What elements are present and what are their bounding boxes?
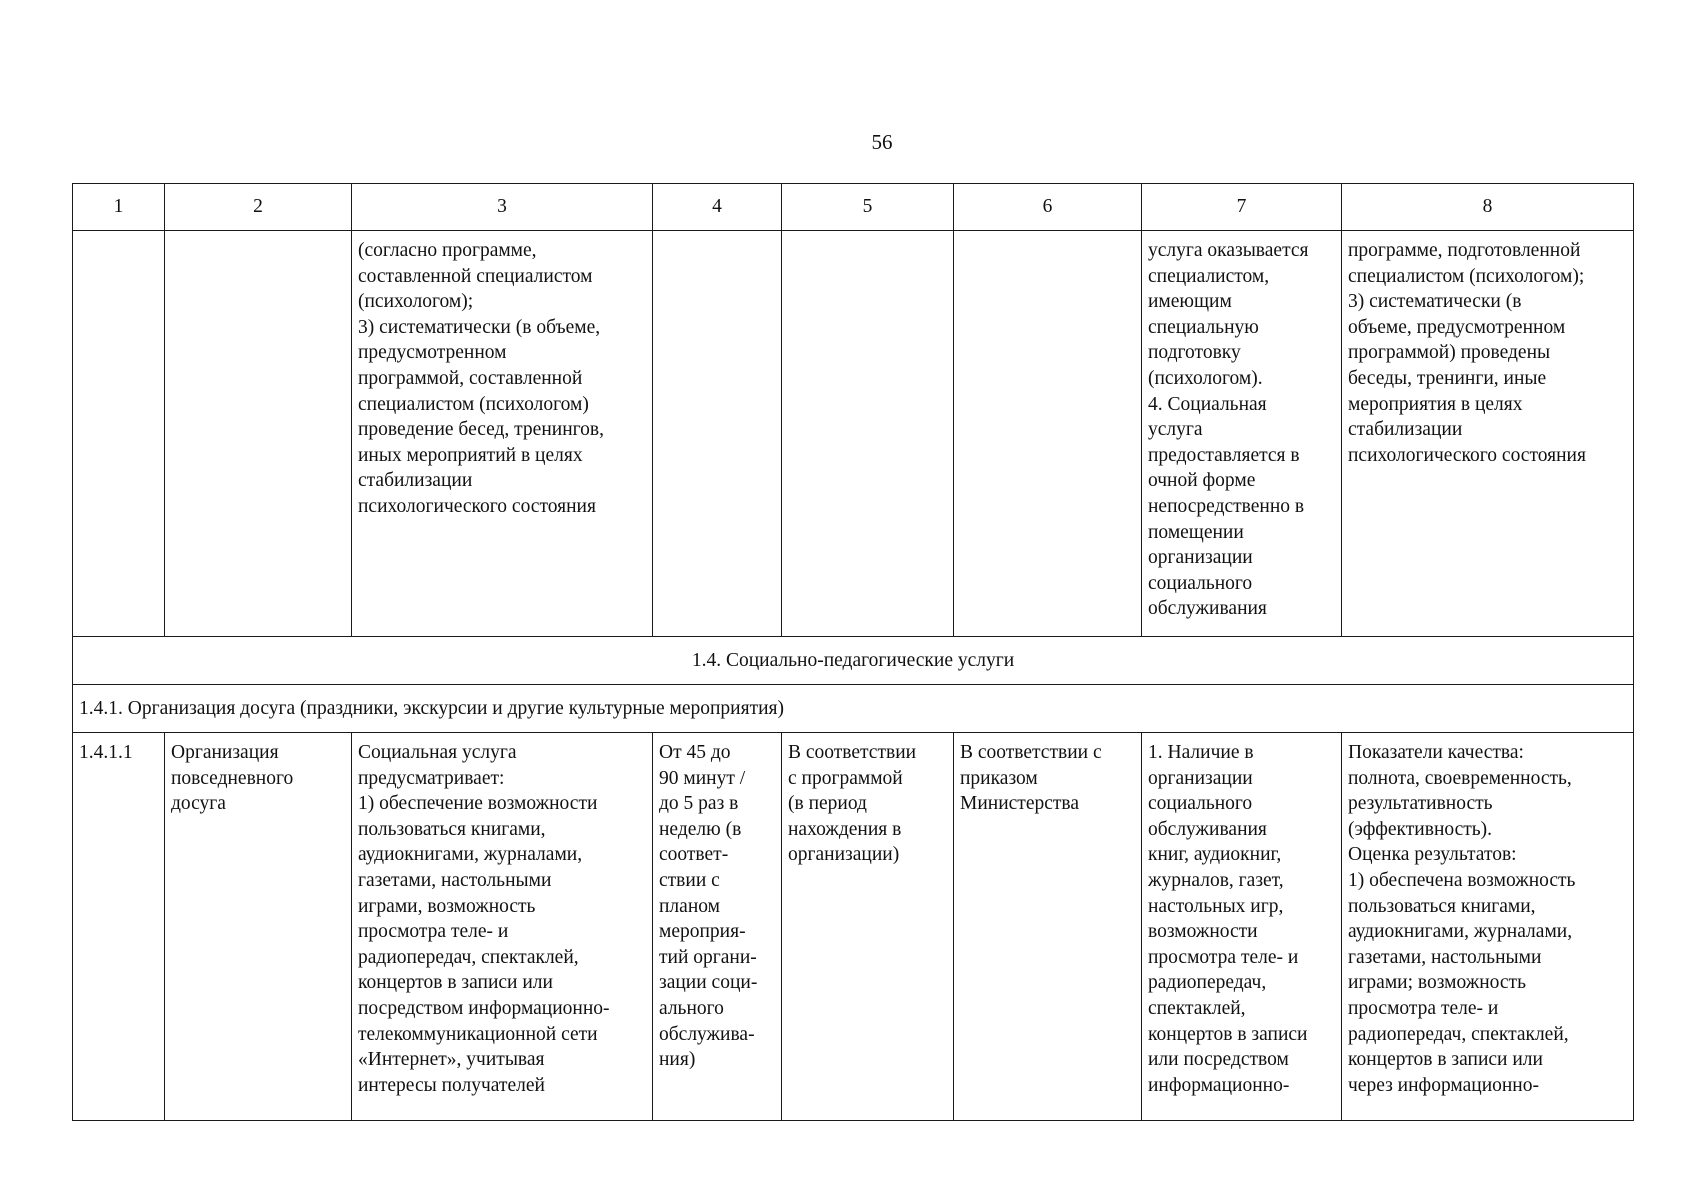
column-header-4: 4 [653, 184, 782, 231]
continuation-cell-tariff [954, 231, 1142, 637]
service-conditions: 1. Наличие в организации социального обслуживания книг, аудиокниг, журналов, газет, настольных игр, возможности просмотра теле- и радиопередач, спектаклей, концертов в записи или посредством информационно- [1142, 733, 1342, 1121]
column-header-3: 3 [352, 184, 653, 231]
column-header-8: 8 [1342, 184, 1634, 231]
column-header-1: 1 [73, 184, 165, 231]
subsection-row [73, 685, 1634, 733]
service-description: Социальная услуга предусматривает: 1) обеспечение возможности пользоваться книгами, аудиокнигами, журналами, газетами, настольными играми, возможность просмотра теле- и радиопередач, спектаклей, концертов в записи или посредством информационно- телекоммуникационной сети «Интернет», учитывая интересы получателей [352, 733, 653, 1121]
service-tariff: В соответствии с приказом Министерства [954, 733, 1142, 1121]
continuation-row [73, 231, 1634, 637]
section-title: 1.4. Социально-педагогические услуги [73, 637, 1634, 685]
service-row [73, 733, 1634, 1121]
column-number-row [73, 184, 1634, 231]
section-row [73, 637, 1634, 685]
services-table [72, 183, 1634, 1121]
service-number: 1.4.1.1 [73, 733, 165, 1121]
page-number: 56 [871, 130, 893, 154]
continuation-cell-service-name [165, 231, 352, 637]
continuation-cell-conditions: услуга оказывается специалистом, имеющим специальную подготовку (психологом). 4. Социальная услуга предоставляется в очной форме непосредственно в помещении организации социального обслуживания [1142, 231, 1342, 637]
continuation-cell-term [782, 231, 954, 637]
service-quality: Показатели качества: полнота, своевременность, результативность (эффективность). Оценка результатов: 1) обеспечена возможность пользоваться книгами, аудиокнигами, журналами, газетами, настольными играми; возможность просмотра теле- и радиопередач, спектаклей, концертов в записи или через информационно- [1342, 733, 1634, 1121]
continuation-cell-number [73, 231, 165, 637]
service-name: Организация повседневного досуга [165, 733, 352, 1121]
subsection-title: 1.4.1. Организация досуга (праздники, экскурсии и другие культурные мероприятия) [73, 685, 1634, 733]
column-header-6: 6 [954, 184, 1142, 231]
column-header-2: 2 [165, 184, 352, 231]
column-header-7: 7 [1142, 184, 1342, 231]
column-header-5: 5 [782, 184, 954, 231]
service-term: В соответствии с программой (в период нахождения в организации) [782, 733, 954, 1121]
continuation-cell-description: (согласно программе, составленной специалистом (психологом); 3) систематически (в объеме, предусмотренном программой, составленной специалистом (психологом) проведение бесед, тренингов, иных мероприятий в целях стабилизации психологического состояния [352, 231, 653, 637]
continuation-cell-quality: программе, подготовленной специалистом (психологом); 3) систематически (в объеме, предусмотренном программой) проведены беседы, тренинги, иные мероприятия в целях стабилизации психологического состояния [1342, 231, 1634, 637]
continuation-cell-volume [653, 231, 782, 637]
service-volume: От 45 до 90 минут / до 5 раз в неделю (в соответ- ствии с планом мероприя- тий органи- зации соци- ального обслужива- ния) [653, 733, 782, 1121]
